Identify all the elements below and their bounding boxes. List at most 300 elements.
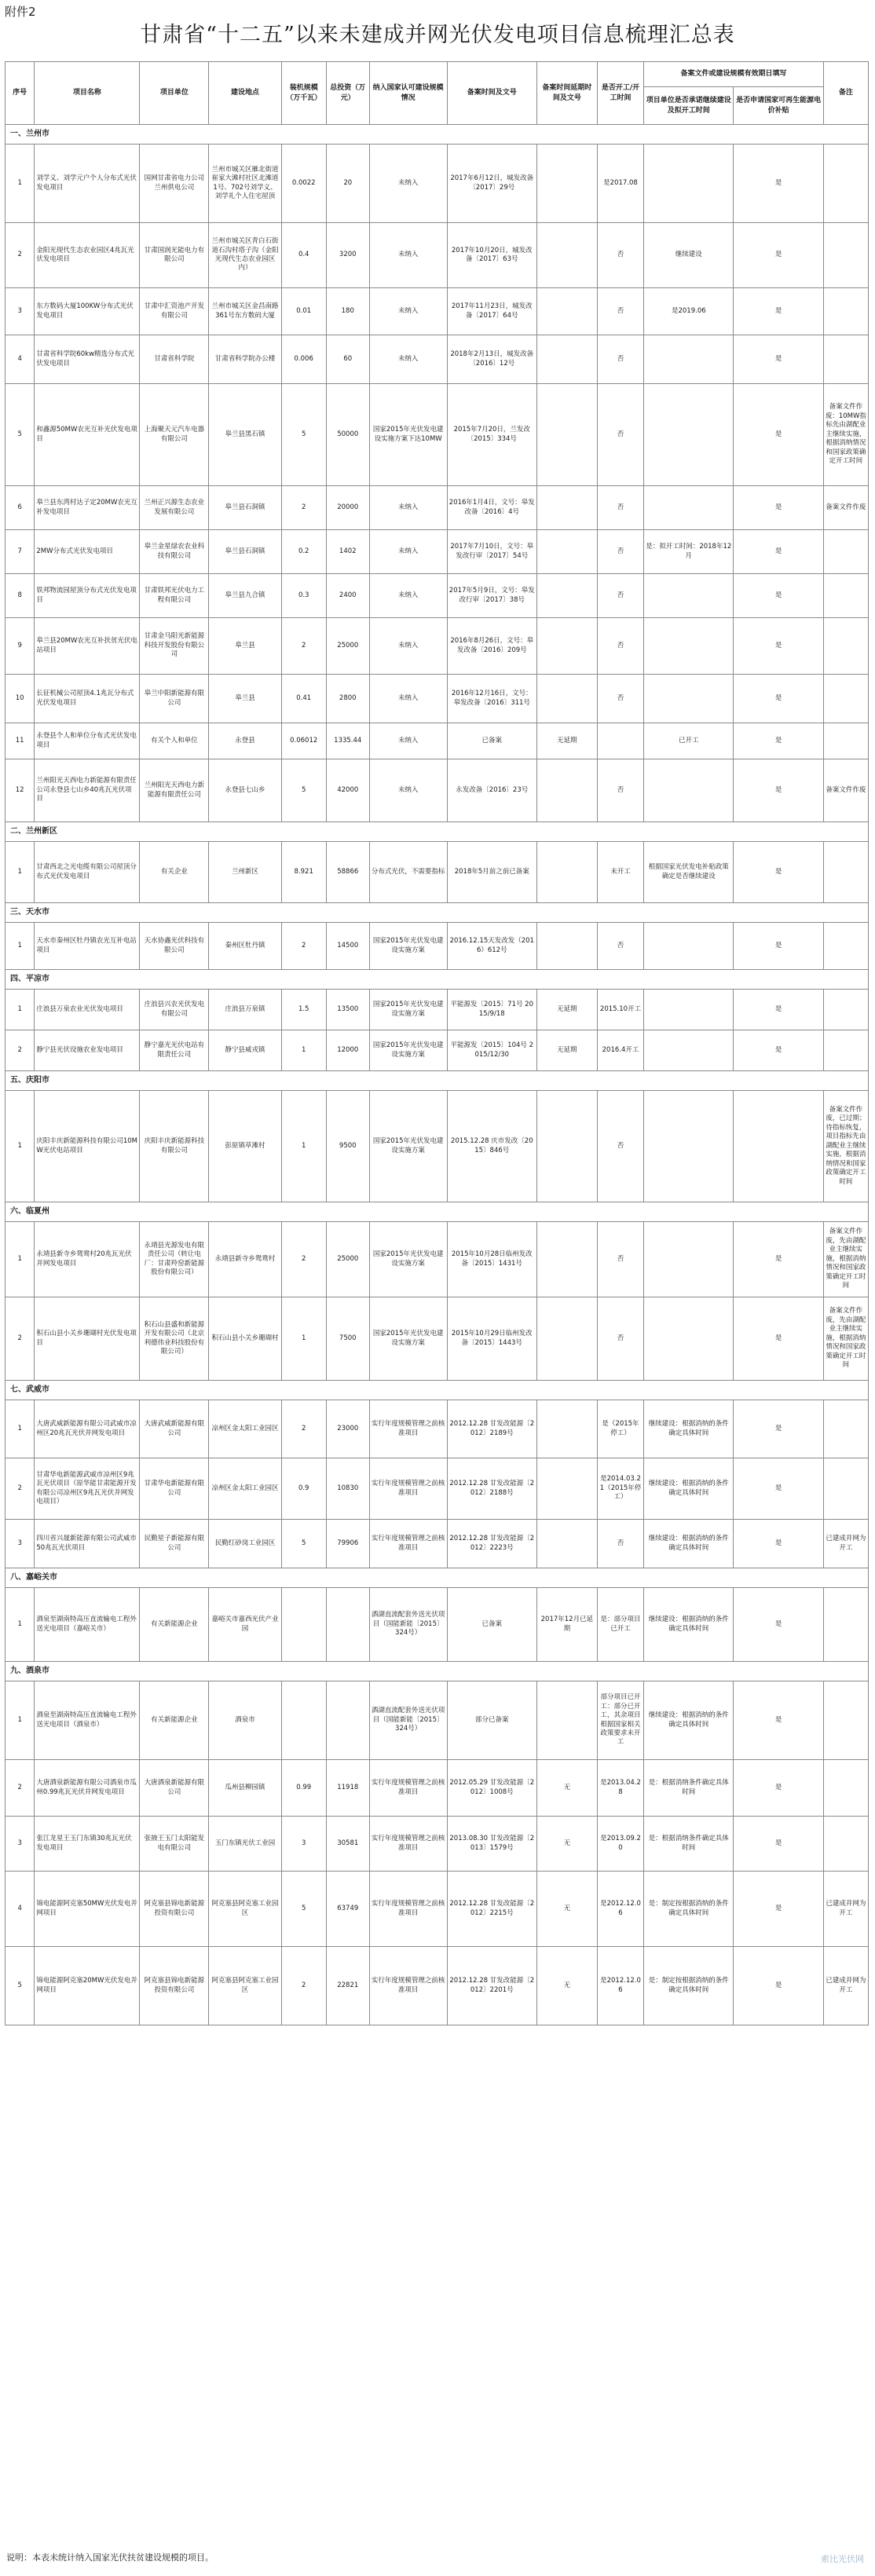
cell-subsidy: 是 — [734, 1458, 823, 1520]
cell-remark — [823, 923, 868, 970]
section-row — [5, 1202, 869, 1222]
cell-filing: 2016年12月16日，文号：皋发改备〔2016〕311号 — [447, 675, 536, 723]
cell-name: 铁邦物流园屋顶分布式光伏发电项目 — [35, 574, 140, 618]
cell-commitment: 已开工 — [644, 723, 734, 759]
cell-remark — [823, 1760, 868, 1817]
cell-subsidy: 是 — [734, 1297, 823, 1381]
cell-capacity: 1 — [281, 1091, 326, 1202]
cell-remark — [823, 530, 868, 574]
table-row — [5, 618, 869, 675]
cell-subsidy: 是 — [734, 1872, 823, 1947]
cell-remark — [823, 223, 868, 288]
cell-scale: 国家2015年光伏发电建设实施方案 — [369, 1297, 447, 1381]
table-row — [5, 842, 869, 903]
watermark: 索比光伏网 — [821, 2554, 864, 2564]
cell-remark: 备案文件作废 — [823, 486, 868, 530]
cell-started: 否 — [597, 223, 643, 288]
cell-commitment: 继续建设：根据消纳的条件确定具体时间 — [644, 1588, 734, 1662]
cell-started — [597, 723, 643, 759]
cell-started: 否 — [597, 288, 643, 335]
cell-filing: 2012.12.28 甘发改能源〔2012〕2201号 — [447, 1947, 536, 2025]
cell-remark — [823, 1030, 868, 1071]
cell-scale: 实行年度规模管理之前核准项目 — [369, 1947, 447, 2025]
section-heading: 八、嘉峪关市 — [5, 1568, 869, 1588]
cell-subsidy: 是 — [734, 1588, 823, 1662]
cell-unit: 有关新能源企业 — [140, 1681, 209, 1760]
cell-scale: 未纳入 — [369, 223, 447, 288]
cell-remark — [823, 335, 868, 384]
cell-seq: 5 — [5, 384, 35, 486]
cell-filing: 2015.12.28 庆市发改〔2015〕846号 — [447, 1091, 536, 1202]
cell-commitment: 是：制定按根据消纳的条件确定具体时间 — [644, 1872, 734, 1947]
table-row — [5, 1520, 869, 1568]
cell-name: 金阳光现代生态农业园区4兆瓦光伏发电项目 — [35, 223, 140, 288]
cell-filing: 2015年10月29日临州发改备〔2015〕1443号 — [447, 1297, 536, 1381]
cell-scale: 国家2015年光伏发电建设实施方案 — [369, 1222, 447, 1297]
cell-subsidy: 是 — [734, 574, 823, 618]
cell-filing: 2012.12.28 甘发改能源〔2012〕2188号 — [447, 1458, 536, 1520]
cell-started: 否 — [597, 1520, 643, 1568]
section-row — [5, 903, 869, 923]
cell-remark — [823, 1817, 868, 1872]
cell-subsidy: 是 — [734, 288, 823, 335]
cell-commitment: 是：根据消纳条件确定具体时间 — [644, 1817, 734, 1872]
cell-unit: 大唐武威新能源有限公司 — [140, 1400, 209, 1458]
cell-site: 积石山县小关乡珊瑚村 — [209, 1297, 281, 1381]
table-row — [5, 1817, 869, 1872]
cell-extension — [536, 1458, 597, 1520]
cell-subsidy: 是 — [734, 1400, 823, 1458]
cell-scale: 未纳入 — [369, 486, 447, 530]
cell-filing: 2016年1月4日，文号：皋发改备〔2016〕4号 — [447, 486, 536, 530]
cell-name: 庄浪县万泉农业光伏发电项目 — [35, 990, 140, 1030]
cell-capacity: 5 — [281, 1872, 326, 1947]
cell-seq: 4 — [5, 335, 35, 384]
cell-filing: 2012.12.28 甘发改能源〔2012〕2215号 — [447, 1872, 536, 1947]
table-row — [5, 759, 869, 822]
cell-filing: 已备案 — [447, 1588, 536, 1662]
cell-filing: 2017年10月20日，城发改备〔2017〕63号 — [447, 223, 536, 288]
cell-filing: 2015年7月20日，兰发改〔2015〕334号 — [447, 384, 536, 486]
cell-remark: 已建成并网为开工 — [823, 1872, 868, 1947]
cell-scale: 实行年度规模管理之前核准项目 — [369, 1817, 447, 1872]
cell-site: 皋兰县 — [209, 675, 281, 723]
section-row — [5, 970, 869, 990]
cell-subsidy: 是 — [734, 1760, 823, 1817]
cell-filing: 部分已备案 — [447, 1681, 536, 1760]
cell-investment: 60 — [326, 335, 369, 384]
header-subsidy: 是否申请国家可再生能源电价补贴 — [734, 87, 823, 125]
table-row — [5, 923, 869, 970]
cell-unit: 皋兰金星绿农农业科技有限公司 — [140, 530, 209, 574]
cell-filing: 2016年8月26日，文号：皋发改备〔2016〕209号 — [447, 618, 536, 675]
cell-unit: 积石山县盛和新能源开发有限公司（北京利德伟业科技股份有限公司） — [140, 1297, 209, 1381]
table-row — [5, 1760, 869, 1817]
cell-seq: 3 — [5, 1520, 35, 1568]
cell-capacity: 0.06012 — [281, 723, 326, 759]
cell-seq: 2 — [5, 1030, 35, 1071]
cell-subsidy: 是 — [734, 223, 823, 288]
table-row — [5, 574, 869, 618]
cell-commitment — [644, 486, 734, 530]
cell-site: 皋兰县石洞镇 — [209, 530, 281, 574]
cell-seq: 2 — [5, 1297, 35, 1381]
cell-scale: 未纳入 — [369, 759, 447, 822]
cell-commitment — [644, 923, 734, 970]
cell-seq: 1 — [5, 842, 35, 903]
cell-subsidy: 是 — [734, 1817, 823, 1872]
table-row — [5, 990, 869, 1030]
cell-unit: 张掖王玉门太阳能发电有限公司 — [140, 1817, 209, 1872]
cell-site: 兰州新区 — [209, 842, 281, 903]
document-title: 甘肃省“十二五”以来未建成并网光伏发电项目信息梳理汇总表 — [140, 23, 735, 47]
cell-unit: 甘肃铁邦光伏电力工程有限公司 — [140, 574, 209, 618]
cell-site: 酒泉市 — [209, 1681, 281, 1760]
cell-scale: 未纳入 — [369, 618, 447, 675]
cell-commitment — [644, 574, 734, 618]
cell-capacity: 0.01 — [281, 288, 326, 335]
cell-started: 否 — [597, 675, 643, 723]
footnote: 说明：本表未统计纳入国家光伏扶贫建设规模的项目。 — [6, 2552, 214, 2563]
cell-remark: 已建成并网为开工 — [823, 1520, 868, 1568]
cell-unit: 皋兰中阳新能源有限公司 — [140, 675, 209, 723]
header-extension: 备案时间延期时间及文号 — [536, 62, 597, 125]
cell-site: 玉门东镇光伏工业园 — [209, 1817, 281, 1872]
cell-extension — [536, 1400, 597, 1458]
cell-commitment — [644, 1222, 734, 1297]
cell-unit: 阿克塞县锦电新能源投资有限公司 — [140, 1872, 209, 1947]
cell-commitment: 是：拟开工时间：2018年12月 — [644, 530, 734, 574]
cell-unit: 甘肃省科学院 — [140, 335, 209, 384]
cell-name: 皋兰县20MW农光互补扶贫光伏电站项目 — [35, 618, 140, 675]
section-row — [5, 1568, 869, 1588]
cell-capacity: 1 — [281, 1297, 326, 1381]
cell-commitment — [644, 618, 734, 675]
cell-unit: 庆阳丰庆新能源科技有限公司 — [140, 1091, 209, 1202]
cell-capacity: 1 — [281, 1030, 326, 1071]
cell-site: 永登县 — [209, 723, 281, 759]
table-row — [5, 335, 869, 384]
cell-remark: 备案文件作废：10MW指标先由湖配业主继续实施，根据消纳情况和国家政策确定开工时间 — [823, 384, 868, 486]
cell-extension — [536, 1520, 597, 1568]
cell-seq: 6 — [5, 486, 35, 530]
cell-investment: 1402 — [326, 530, 369, 574]
cell-unit: 上海聚天元汽车电器有限公司 — [140, 384, 209, 486]
cell-subsidy: 是 — [734, 1947, 823, 2025]
cell-extension — [536, 335, 597, 384]
section-heading: 五、庆阳市 — [5, 1071, 869, 1091]
cell-seq: 8 — [5, 574, 35, 618]
cell-scale: 国家2015年光伏发电建设实施方案 — [369, 1091, 447, 1202]
section-heading: 二、兰州新区 — [5, 822, 869, 842]
cell-remark — [823, 288, 868, 335]
cell-subsidy: 是 — [734, 675, 823, 723]
cell-name: 锦电能源阿克塞20MW光伏发电并网项目 — [35, 1947, 140, 2025]
table-row — [5, 1400, 869, 1458]
cell-name: 和鑫源50MW农光互补光伏发电项目 — [35, 384, 140, 486]
cell-unit: 甘肃金马阳光新能源科技开发股份有限公司 — [140, 618, 209, 675]
header-filing: 备案时间及文号 — [447, 62, 536, 125]
cell-subsidy: 是 — [734, 842, 823, 903]
cell-remark — [823, 723, 868, 759]
cell-name: 大唐酒泉新能源有限公司酒泉市瓜州0.99兆瓦光伏并网发电项目 — [35, 1760, 140, 1817]
cell-name: 2MW分布式光伏发电项目 — [35, 530, 140, 574]
cell-unit: 兰州阳光天西电力新能源有限责任公司 — [140, 759, 209, 822]
cell-commitment — [644, 384, 734, 486]
cell-seq: 4 — [5, 1872, 35, 1947]
cell-seq: 1 — [5, 923, 35, 970]
cell-seq: 1 — [5, 1091, 35, 1202]
cell-name: 东方数码大厦100KW分布式光伏发电项目 — [35, 288, 140, 335]
cell-capacity: 0.9 — [281, 1458, 326, 1520]
cell-seq: 5 — [5, 1947, 35, 2025]
cell-commitment: 根据国家光伏发电补贴政策确定是否继续建设 — [644, 842, 734, 903]
table-row — [5, 1222, 869, 1297]
attachment-label: 附件2 — [5, 5, 36, 19]
cell-seq: 1 — [5, 990, 35, 1030]
cell-unit: 永靖县光源发电有限责任公司（转让电厂：甘肃羚窑新能源股份有限公司） — [140, 1222, 209, 1297]
cell-extension — [536, 486, 597, 530]
cell-subsidy: 是 — [734, 384, 823, 486]
cell-investment: 3200 — [326, 223, 369, 288]
cell-investment: 79906 — [326, 1520, 369, 1568]
cell-capacity: 3 — [281, 1817, 326, 1872]
cell-started: 否 — [597, 618, 643, 675]
cell-remark — [823, 1681, 868, 1760]
cell-capacity — [281, 1681, 326, 1760]
cell-capacity: 5 — [281, 1520, 326, 1568]
cell-subsidy: 是 — [734, 145, 823, 223]
cell-site: 静宁县威戎镇 — [209, 1030, 281, 1071]
cell-unit: 兰州正兴源生态农业发展有限公司 — [140, 486, 209, 530]
cell-remark — [823, 842, 868, 903]
cell-seq: 9 — [5, 618, 35, 675]
cell-remark — [823, 1400, 868, 1458]
cell-filing: 2016.12.15天发改发（2016）612号 — [447, 923, 536, 970]
cell-scale: 国家2015年光伏发电建设实施方案 — [369, 1030, 447, 1071]
cell-unit: 甘肃国润光能电力有限公司 — [140, 223, 209, 288]
cell-extension — [536, 1091, 597, 1202]
cell-started: 否 — [597, 574, 643, 618]
cell-seq: 10 — [5, 675, 35, 723]
table-body — [5, 125, 869, 2025]
table-row — [5, 486, 869, 530]
cell-commitment — [644, 990, 734, 1030]
cell-subsidy: 是 — [734, 923, 823, 970]
cell-investment — [326, 1681, 369, 1760]
table-row — [5, 223, 869, 288]
cell-filing: 2018年2月13日，城发改备〔2016〕12号 — [447, 335, 536, 384]
cell-commitment: 继续建设：根据消纳的条件确定具体时间 — [644, 1458, 734, 1520]
cell-unit: 阿克塞县锦电新能源投资有限公司 — [140, 1947, 209, 2025]
table-row — [5, 1872, 869, 1947]
cell-investment: 25000 — [326, 618, 369, 675]
cell-name: 永登县个人和单位分布式光伏发电项目 — [35, 723, 140, 759]
cell-seq: 2 — [5, 1458, 35, 1520]
cell-investment: 12000 — [326, 1030, 369, 1071]
cell-subsidy: 是 — [734, 1222, 823, 1297]
cell-name: 庆阳丰庆新能源科技有限公司10MW光伏电站项目 — [35, 1091, 140, 1202]
cell-capacity: 5 — [281, 384, 326, 486]
cell-scale: 实行年度规模管理之前核准项目 — [369, 1458, 447, 1520]
cell-subsidy: 是 — [734, 990, 823, 1030]
cell-extension — [536, 923, 597, 970]
cell-investment: 25000 — [326, 1222, 369, 1297]
table-row — [5, 723, 869, 759]
cell-started: 部分项目已开工：部分已开工，其余项目根据国家相关政策要求未开工 — [597, 1681, 643, 1760]
cell-started: 否 — [597, 486, 643, 530]
cell-started: 否 — [597, 335, 643, 384]
cell-scale: 未纳入 — [369, 675, 447, 723]
cell-site: 民勤红砂岗工业园区 — [209, 1520, 281, 1568]
cell-capacity: 2 — [281, 618, 326, 675]
section-heading: 四、平凉市 — [5, 970, 869, 990]
cell-seq: 1 — [5, 1588, 35, 1662]
cell-investment: 14500 — [326, 923, 369, 970]
table-row — [5, 1297, 869, 1381]
cell-unit: 民勤星子新能源有限公司 — [140, 1520, 209, 1568]
section-heading: 九、酒泉市 — [5, 1662, 869, 1681]
table-row — [5, 145, 869, 223]
cell-unit: 大唐酒泉新能源有限公司 — [140, 1760, 209, 1817]
cell-subsidy: 是 — [734, 1030, 823, 1071]
cell-started: 未开工 — [597, 842, 643, 903]
cell-started: 否 — [597, 1297, 643, 1381]
section-row — [5, 1381, 869, 1400]
cell-commitment — [644, 1030, 734, 1071]
cell-investment: 50000 — [326, 384, 369, 486]
cell-investment: 2800 — [326, 675, 369, 723]
cell-commitment — [644, 145, 734, 223]
cell-site: 阿克塞县阿克塞工业园区 — [209, 1872, 281, 1947]
cell-commitment — [644, 1297, 734, 1381]
cell-seq: 7 — [5, 530, 35, 574]
cell-site: 庄浪县万泉镇 — [209, 990, 281, 1030]
cell-filing: 永发改备〔2016〕23号 — [447, 759, 536, 822]
cell-remark — [823, 675, 868, 723]
cell-scale: 未纳入 — [369, 723, 447, 759]
cell-extension: 无 — [536, 1872, 597, 1947]
cell-scale: 酒湖直流配套外送光伏项目（国能新能〔2015〕324号） — [369, 1588, 447, 1662]
cell-subsidy: 是 — [734, 335, 823, 384]
cell-site: 嘉峪关市嘉西光伏产业园 — [209, 1588, 281, 1662]
section-row — [5, 1662, 869, 1681]
cell-site: 皋兰县九合镇 — [209, 574, 281, 618]
cell-capacity: 0.0022 — [281, 145, 326, 223]
cell-remark — [823, 1588, 868, 1662]
cell-scale: 实行年度规模管理之前核准项目 — [369, 1400, 447, 1458]
table-row — [5, 288, 869, 335]
cell-commitment — [644, 1091, 734, 1202]
cell-site: 凉州区金太阳工业园区 — [209, 1400, 281, 1458]
cell-scale: 未纳入 — [369, 335, 447, 384]
cell-scale: 未纳入 — [369, 530, 447, 574]
cell-extension: 无延期 — [536, 990, 597, 1030]
cell-scale: 国家2015年光伏发电建设实施方案 — [369, 990, 447, 1030]
cell-subsidy — [734, 1091, 823, 1202]
cell-site: 兰州市城关区金昌南路361号东方数码大厦 — [209, 288, 281, 335]
cell-commitment — [644, 759, 734, 822]
cell-site: 永登县七山乡 — [209, 759, 281, 822]
cell-started: 是：部分项目已开工 — [597, 1588, 643, 1662]
cell-extension: 无 — [536, 1817, 597, 1872]
cell-unit: 天水协鑫光伏科技有限公司 — [140, 923, 209, 970]
table-row — [5, 1458, 869, 1520]
cell-site: 兰州市城关区青白石街道石沟村塔子沟（金阳光现代生态农业园区内） — [209, 223, 281, 288]
cell-started: 否 — [597, 923, 643, 970]
header-name: 项目名称 — [35, 62, 140, 125]
cell-subsidy: 是 — [734, 759, 823, 822]
cell-started: 否 — [597, 384, 643, 486]
header-site: 建设地点 — [209, 62, 281, 125]
cell-started: 否 — [597, 1091, 643, 1202]
cell-name: 天水市秦州区牡丹镇农光互补电站项目 — [35, 923, 140, 970]
cell-commitment: 继续建设 — [644, 223, 734, 288]
cell-investment: 63749 — [326, 1872, 369, 1947]
cell-site: 皋兰县黑石镇 — [209, 384, 281, 486]
cell-remark: 备案文件作废 — [823, 759, 868, 822]
cell-filing: 2012.12.28 甘发改能源〔2012〕2223号 — [447, 1520, 536, 1568]
table-row — [5, 384, 869, 486]
cell-remark: 备案文件作废，先由湖配业主继续实施，根据消纳情况和国家政策确定开工时间 — [823, 1297, 868, 1381]
cell-started: 是2012.12.06 — [597, 1872, 643, 1947]
cell-investment: 1335.44 — [326, 723, 369, 759]
header-remark: 备注 — [823, 62, 868, 125]
cell-filing: 2017年6月12日，城发改备〔2017〕29号 — [447, 145, 536, 223]
cell-capacity: 0.4 — [281, 223, 326, 288]
cell-site: 阿克塞县阿克塞工业园区 — [209, 1947, 281, 2025]
table-row — [5, 675, 869, 723]
cell-name: 皋兰县东湾村达子定20MW农光互补发电项目 — [35, 486, 140, 530]
cell-remark: 已建成并网为开工 — [823, 1947, 868, 2025]
cell-remark — [823, 1458, 868, 1520]
cell-extension — [536, 145, 597, 223]
cell-extension: 无延期 — [536, 1030, 597, 1071]
table-row — [5, 1588, 869, 1662]
cell-name: 酒泉至湖南特高压直流输电工程外送光电项目（嘉峪关市） — [35, 1588, 140, 1662]
header-scale: 纳入国家认可建设规模情况 — [369, 62, 447, 125]
cell-commitment: 是2019.06 — [644, 288, 734, 335]
cell-capacity: 0.41 — [281, 675, 326, 723]
cell-seq: 12 — [5, 759, 35, 822]
cell-investment: 23000 — [326, 1400, 369, 1458]
header-unit: 项目单位 — [140, 62, 209, 125]
cell-started: 是2017.08 — [597, 145, 643, 223]
cell-remark — [823, 618, 868, 675]
cell-name: 长征机械公司屋顶4.1兆瓦分布式光伏发电项目 — [35, 675, 140, 723]
cell-extension — [536, 759, 597, 822]
cell-started: 否 — [597, 1222, 643, 1297]
cell-commitment: 是：根据消纳条件确定具体时间 — [644, 1760, 734, 1817]
cell-site: 皋兰县 — [209, 618, 281, 675]
cell-filing: 2013.08.30 甘发改能源〔2013〕1579号 — [447, 1817, 536, 1872]
cell-name: 酒泉至湖南特高压直流输电工程外送光电项目（酒泉市） — [35, 1681, 140, 1760]
cell-scale: 实行年度规模管理之前核准项目 — [369, 1872, 447, 1947]
cell-commitment: 继续建设：根据消纳的条件确定具体时间 — [644, 1681, 734, 1760]
cell-investment: 42000 — [326, 759, 369, 822]
header-capacity: 装机规模（万千瓦） — [281, 62, 326, 125]
cell-name: 大唐武威新能源有限公司武威市凉州区20兆瓦光伏并网发电项目 — [35, 1400, 140, 1458]
cell-name: 甘肃西北之光电缆有限公司屋顶分布式光伏发电项目 — [35, 842, 140, 903]
cell-investment: 20000 — [326, 486, 369, 530]
table-row — [5, 1681, 869, 1760]
cell-investment: 9500 — [326, 1091, 369, 1202]
cell-unit: 有关个人和单位 — [140, 723, 209, 759]
cell-extension — [536, 384, 597, 486]
cell-unit: 有关企业 — [140, 842, 209, 903]
cell-investment: 22821 — [326, 1947, 369, 2025]
section-row — [5, 822, 869, 842]
